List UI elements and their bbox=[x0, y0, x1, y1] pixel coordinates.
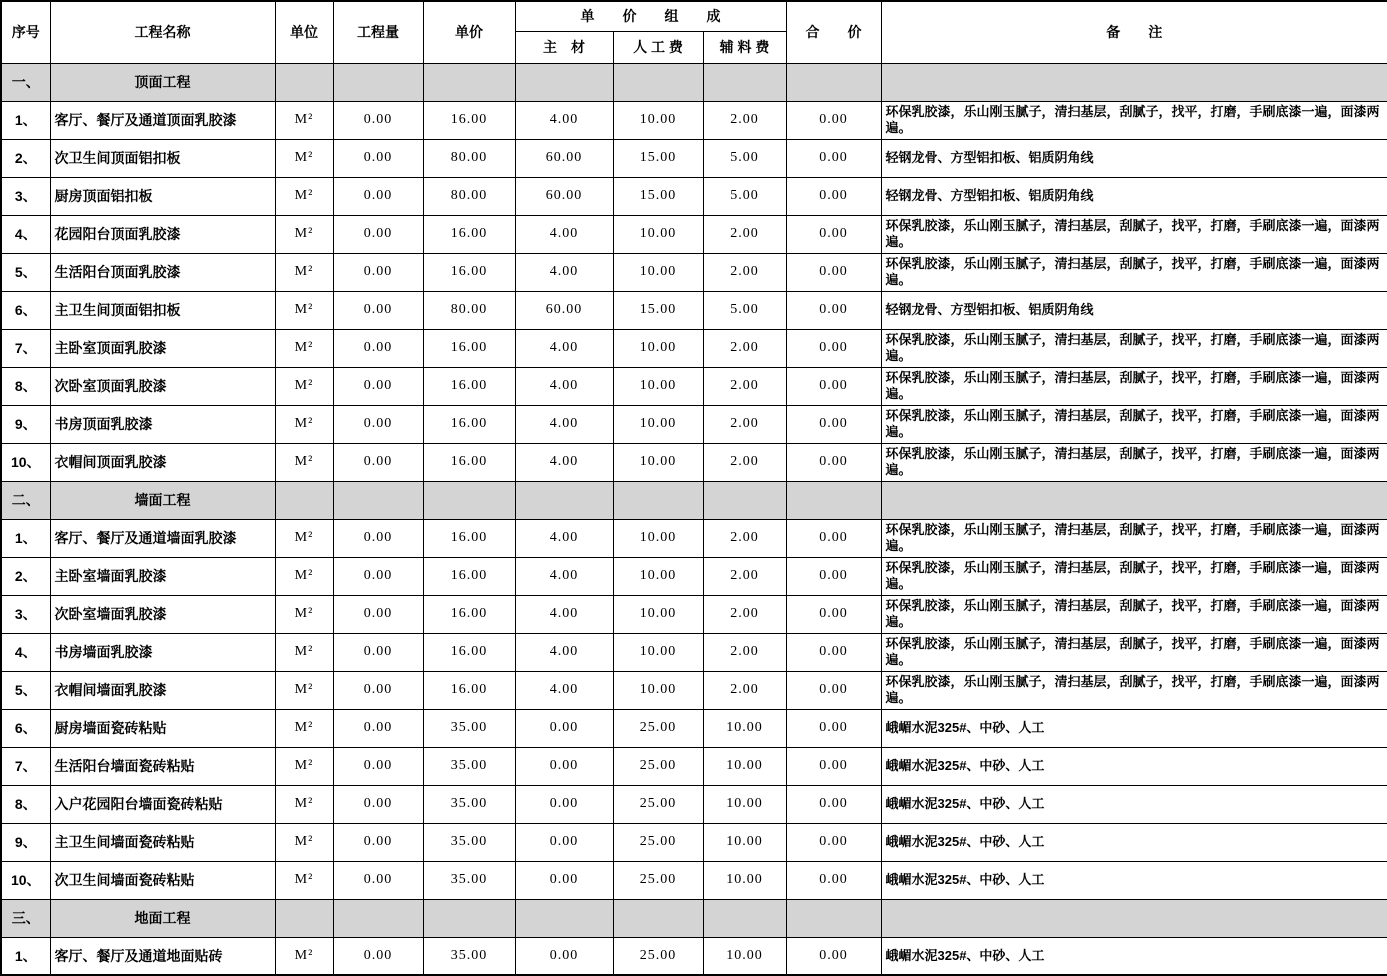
row-quantity-cell: 0.00 bbox=[333, 519, 423, 557]
row-remark-cell: 峨嵋水泥325#、中砂、人工 bbox=[881, 861, 1387, 899]
row-unit-cell: M² bbox=[275, 215, 333, 253]
row-unit-cell: M² bbox=[275, 519, 333, 557]
row-project-name-cell: 客厅、餐厅及通道墙面乳胶漆 bbox=[50, 519, 275, 557]
section-empty-cell bbox=[881, 481, 1387, 519]
row-main-material-cell: 60.00 bbox=[515, 139, 613, 177]
row-project-name-cell: 书房顶面乳胶漆 bbox=[50, 405, 275, 443]
header-price-composition: 单 价 组 成 bbox=[515, 1, 786, 31]
row-unit-cell: M² bbox=[275, 405, 333, 443]
row-main-material-cell: 0.00 bbox=[515, 785, 613, 823]
row-quantity-cell: 0.00 bbox=[333, 823, 423, 861]
row-project-name-cell: 客厅、餐厅及通道地面贴砖 bbox=[50, 937, 275, 975]
row-unit-price-cell: 35.00 bbox=[423, 785, 515, 823]
header-auxiliary-cost: 辅 料 费 bbox=[703, 31, 786, 63]
row-remark-cell: 环保乳胶漆，乐山刚玉腻子，清扫基层，刮腻子，找平，打磨，手刷底漆一遍，面漆两遍。 bbox=[881, 633, 1387, 671]
row-unit-price-cell: 16.00 bbox=[423, 367, 515, 405]
row-auxiliary-cost-cell: 2.00 bbox=[703, 671, 786, 709]
row-unit-price-cell: 80.00 bbox=[423, 291, 515, 329]
row-total-price-cell: 0.00 bbox=[786, 747, 881, 785]
table-row bbox=[1, 633, 1387, 671]
row-quantity-cell: 0.00 bbox=[333, 937, 423, 975]
row-main-material-cell: 4.00 bbox=[515, 595, 613, 633]
row-labor-cost-cell: 10.00 bbox=[613, 329, 703, 367]
row-index-cell: 7、 bbox=[1, 747, 50, 785]
row-remark-cell: 轻钢龙骨、方型铝扣板、铝质阴角线 bbox=[881, 291, 1387, 329]
table-header bbox=[1, 1, 1387, 63]
row-unit-price-cell: 35.00 bbox=[423, 861, 515, 899]
section-empty-cell bbox=[881, 899, 1387, 937]
row-remark-cell: 环保乳胶漆，乐山刚玉腻子，清扫基层，刮腻子，找平，打磨，手刷底漆一遍，面漆两遍。 bbox=[881, 215, 1387, 253]
row-quantity-cell: 0.00 bbox=[333, 367, 423, 405]
row-unit-cell: M² bbox=[275, 709, 333, 747]
row-project-name-cell: 主卫生间顶面铝扣板 bbox=[50, 291, 275, 329]
row-index-cell: 3、 bbox=[1, 595, 50, 633]
row-remark-cell: 环保乳胶漆，乐山刚玉腻子，清扫基层，刮腻子，找平，打磨，手刷底漆一遍，面漆两遍。 bbox=[881, 595, 1387, 633]
row-labor-cost-cell: 10.00 bbox=[613, 595, 703, 633]
row-quantity-cell: 0.00 bbox=[333, 177, 423, 215]
row-unit-price-cell: 16.00 bbox=[423, 253, 515, 291]
row-remark-cell: 环保乳胶漆，乐山刚玉腻子，清扫基层，刮腻子，找平，打磨，手刷底漆一遍，面漆两遍。 bbox=[881, 519, 1387, 557]
section-empty-cell bbox=[703, 899, 786, 937]
row-unit-price-cell: 16.00 bbox=[423, 215, 515, 253]
row-auxiliary-cost-cell: 2.00 bbox=[703, 101, 786, 139]
row-remark-cell: 环保乳胶漆，乐山刚玉腻子，清扫基层，刮腻子，找平，打磨，手刷底漆一遍，面漆两遍。 bbox=[881, 405, 1387, 443]
row-index-cell: 10、 bbox=[1, 443, 50, 481]
table-row bbox=[1, 101, 1387, 139]
row-total-price-cell: 0.00 bbox=[786, 519, 881, 557]
row-remark-cell: 峨嵋水泥325#、中砂、人工 bbox=[881, 785, 1387, 823]
header-labor-cost: 人 工 费 bbox=[613, 31, 703, 63]
row-labor-cost-cell: 10.00 bbox=[613, 367, 703, 405]
row-unit-price-cell: 16.00 bbox=[423, 329, 515, 367]
row-quantity-cell: 0.00 bbox=[333, 595, 423, 633]
row-total-price-cell: 0.00 bbox=[786, 139, 881, 177]
row-total-price-cell: 0.00 bbox=[786, 101, 881, 139]
section-empty-cell bbox=[703, 481, 786, 519]
row-auxiliary-cost-cell: 10.00 bbox=[703, 823, 786, 861]
row-labor-cost-cell: 10.00 bbox=[613, 557, 703, 595]
row-labor-cost-cell: 25.00 bbox=[613, 747, 703, 785]
row-quantity-cell: 0.00 bbox=[333, 785, 423, 823]
row-unit-price-cell: 16.00 bbox=[423, 671, 515, 709]
row-main-material-cell: 0.00 bbox=[515, 747, 613, 785]
header-unit: 单位 bbox=[275, 1, 333, 63]
row-project-name-cell: 入户花园阳台墙面瓷砖粘贴 bbox=[50, 785, 275, 823]
row-quantity-cell: 0.00 bbox=[333, 291, 423, 329]
header-main-material: 主 材 bbox=[515, 31, 613, 63]
table-row bbox=[1, 823, 1387, 861]
table-row bbox=[1, 785, 1387, 823]
row-remark-cell: 环保乳胶漆，乐山刚玉腻子，清扫基层，刮腻子，找平，打磨，手刷底漆一遍，面漆两遍。 bbox=[881, 101, 1387, 139]
row-unit-cell: M² bbox=[275, 633, 333, 671]
row-remark-cell: 轻钢龙骨、方型铝扣板、铝质阴角线 bbox=[881, 177, 1387, 215]
row-main-material-cell: 4.00 bbox=[515, 519, 613, 557]
row-unit-price-cell: 16.00 bbox=[423, 557, 515, 595]
row-total-price-cell: 0.00 bbox=[786, 785, 881, 823]
row-total-price-cell: 0.00 bbox=[786, 633, 881, 671]
header-unit-price: 单价 bbox=[423, 1, 515, 63]
row-unit-cell: M² bbox=[275, 823, 333, 861]
row-main-material-cell: 0.00 bbox=[515, 823, 613, 861]
row-main-material-cell: 4.00 bbox=[515, 215, 613, 253]
row-main-material-cell: 0.00 bbox=[515, 937, 613, 975]
row-quantity-cell: 0.00 bbox=[333, 443, 423, 481]
row-unit-price-cell: 35.00 bbox=[423, 823, 515, 861]
table-row bbox=[1, 329, 1387, 367]
row-unit-price-cell: 35.00 bbox=[423, 747, 515, 785]
row-unit-price-cell: 80.00 bbox=[423, 139, 515, 177]
row-auxiliary-cost-cell: 2.00 bbox=[703, 519, 786, 557]
row-quantity-cell: 0.00 bbox=[333, 215, 423, 253]
row-labor-cost-cell: 25.00 bbox=[613, 861, 703, 899]
table-row bbox=[1, 747, 1387, 785]
section-title-cell: 地面工程 bbox=[50, 899, 275, 937]
row-auxiliary-cost-cell: 10.00 bbox=[703, 937, 786, 975]
row-total-price-cell: 0.00 bbox=[786, 595, 881, 633]
row-project-name-cell: 衣帽间顶面乳胶漆 bbox=[50, 443, 275, 481]
table-row bbox=[1, 595, 1387, 633]
row-unit-price-cell: 16.00 bbox=[423, 633, 515, 671]
row-remark-cell: 环保乳胶漆，乐山刚玉腻子，清扫基层，刮腻子，找平，打磨，手刷底漆一遍，面漆两遍。 bbox=[881, 557, 1387, 595]
row-index-cell: 2、 bbox=[1, 557, 50, 595]
row-labor-cost-cell: 10.00 bbox=[613, 101, 703, 139]
row-labor-cost-cell: 10.00 bbox=[613, 671, 703, 709]
row-labor-cost-cell: 10.00 bbox=[613, 253, 703, 291]
row-unit-cell: M² bbox=[275, 785, 333, 823]
table-row bbox=[1, 177, 1387, 215]
row-main-material-cell: 4.00 bbox=[515, 671, 613, 709]
row-unit-cell: M² bbox=[275, 443, 333, 481]
row-unit-cell: M² bbox=[275, 747, 333, 785]
row-project-name-cell: 生活阳台顶面乳胶漆 bbox=[50, 253, 275, 291]
row-auxiliary-cost-cell: 10.00 bbox=[703, 747, 786, 785]
row-index-cell: 8、 bbox=[1, 785, 50, 823]
row-main-material-cell: 4.00 bbox=[515, 443, 613, 481]
row-total-price-cell: 0.00 bbox=[786, 177, 881, 215]
section-empty-cell bbox=[515, 481, 613, 519]
row-remark-cell: 环保乳胶漆，乐山刚玉腻子，清扫基层，刮腻子，找平，打磨，手刷底漆一遍，面漆两遍。 bbox=[881, 253, 1387, 291]
row-project-name-cell: 主卧室墙面乳胶漆 bbox=[50, 557, 275, 595]
row-total-price-cell: 0.00 bbox=[786, 709, 881, 747]
row-remark-cell: 环保乳胶漆，乐山刚玉腻子，清扫基层，刮腻子，找平，打磨，手刷底漆一遍，面漆两遍。 bbox=[881, 671, 1387, 709]
row-project-name-cell: 花园阳台顶面乳胶漆 bbox=[50, 215, 275, 253]
row-index-cell: 4、 bbox=[1, 633, 50, 671]
row-auxiliary-cost-cell: 2.00 bbox=[703, 253, 786, 291]
row-index-cell: 9、 bbox=[1, 823, 50, 861]
row-quantity-cell: 0.00 bbox=[333, 557, 423, 595]
row-total-price-cell: 0.00 bbox=[786, 253, 881, 291]
row-labor-cost-cell: 25.00 bbox=[613, 937, 703, 975]
section-empty-cell bbox=[613, 899, 703, 937]
row-auxiliary-cost-cell: 2.00 bbox=[703, 215, 786, 253]
header-project-name: 工程名称 bbox=[50, 1, 275, 63]
row-index-cell: 5、 bbox=[1, 253, 50, 291]
row-unit-cell: M² bbox=[275, 139, 333, 177]
header-remark: 备 注 bbox=[881, 1, 1387, 63]
row-total-price-cell: 0.00 bbox=[786, 671, 881, 709]
row-index-cell: 1、 bbox=[1, 101, 50, 139]
row-project-name-cell: 次卫生间墙面瓷砖粘贴 bbox=[50, 861, 275, 899]
row-total-price-cell: 0.00 bbox=[786, 443, 881, 481]
row-total-price-cell: 0.00 bbox=[786, 557, 881, 595]
section-empty-cell bbox=[786, 481, 881, 519]
row-project-name-cell: 厨房顶面铝扣板 bbox=[50, 177, 275, 215]
row-unit-price-cell: 16.00 bbox=[423, 443, 515, 481]
row-unit-price-cell: 80.00 bbox=[423, 177, 515, 215]
row-quantity-cell: 0.00 bbox=[333, 101, 423, 139]
table-row bbox=[1, 139, 1387, 177]
row-unit-price-cell: 16.00 bbox=[423, 101, 515, 139]
row-index-cell: 4、 bbox=[1, 215, 50, 253]
row-unit-price-cell: 16.00 bbox=[423, 405, 515, 443]
section-empty-cell bbox=[703, 63, 786, 101]
row-main-material-cell: 4.00 bbox=[515, 253, 613, 291]
row-quantity-cell: 0.00 bbox=[333, 861, 423, 899]
row-total-price-cell: 0.00 bbox=[786, 861, 881, 899]
row-total-price-cell: 0.00 bbox=[786, 291, 881, 329]
row-unit-cell: M² bbox=[275, 937, 333, 975]
row-auxiliary-cost-cell: 5.00 bbox=[703, 177, 786, 215]
row-quantity-cell: 0.00 bbox=[333, 671, 423, 709]
row-unit-cell: M² bbox=[275, 177, 333, 215]
row-project-name-cell: 主卫生间墙面瓷砖粘贴 bbox=[50, 823, 275, 861]
row-total-price-cell: 0.00 bbox=[786, 329, 881, 367]
table-row bbox=[1, 937, 1387, 975]
row-unit-price-cell: 35.00 bbox=[423, 937, 515, 975]
row-main-material-cell: 60.00 bbox=[515, 291, 613, 329]
row-main-material-cell: 4.00 bbox=[515, 557, 613, 595]
section-empty-cell bbox=[613, 63, 703, 101]
row-quantity-cell: 0.00 bbox=[333, 253, 423, 291]
section-empty-cell bbox=[786, 63, 881, 101]
section-index-cell: 三、 bbox=[1, 899, 50, 937]
section-empty-cell bbox=[423, 899, 515, 937]
row-labor-cost-cell: 10.00 bbox=[613, 633, 703, 671]
row-labor-cost-cell: 15.00 bbox=[613, 291, 703, 329]
row-main-material-cell: 0.00 bbox=[515, 861, 613, 899]
table-row bbox=[1, 215, 1387, 253]
row-total-price-cell: 0.00 bbox=[786, 823, 881, 861]
row-quantity-cell: 0.00 bbox=[333, 405, 423, 443]
row-quantity-cell: 0.00 bbox=[333, 747, 423, 785]
row-unit-cell: M² bbox=[275, 595, 333, 633]
row-project-name-cell: 生活阳台墙面瓷砖粘贴 bbox=[50, 747, 275, 785]
row-labor-cost-cell: 10.00 bbox=[613, 405, 703, 443]
table-row bbox=[1, 519, 1387, 557]
row-auxiliary-cost-cell: 10.00 bbox=[703, 709, 786, 747]
section-empty-cell bbox=[613, 481, 703, 519]
row-index-cell: 1、 bbox=[1, 937, 50, 975]
row-main-material-cell: 60.00 bbox=[515, 177, 613, 215]
section-empty-cell bbox=[515, 63, 613, 101]
header-index: 序号 bbox=[1, 1, 50, 63]
row-main-material-cell: 4.00 bbox=[515, 367, 613, 405]
row-index-cell: 7、 bbox=[1, 329, 50, 367]
row-main-material-cell: 4.00 bbox=[515, 405, 613, 443]
row-remark-cell: 峨嵋水泥325#、中砂、人工 bbox=[881, 823, 1387, 861]
row-unit-price-cell: 16.00 bbox=[423, 595, 515, 633]
row-remark-cell: 峨嵋水泥325#、中砂、人工 bbox=[881, 747, 1387, 785]
row-unit-cell: M² bbox=[275, 861, 333, 899]
row-remark-cell: 环保乳胶漆，乐山刚玉腻子，清扫基层，刮腻子，找平，打磨，手刷底漆一遍，面漆两遍。 bbox=[881, 329, 1387, 367]
row-project-name-cell: 次卫生间顶面铝扣板 bbox=[50, 139, 275, 177]
section-title-cell: 顶面工程 bbox=[50, 63, 275, 101]
row-project-name-cell: 书房墙面乳胶漆 bbox=[50, 633, 275, 671]
row-labor-cost-cell: 25.00 bbox=[613, 823, 703, 861]
row-project-name-cell: 厨房墙面瓷砖粘贴 bbox=[50, 709, 275, 747]
section-header-row bbox=[1, 899, 1387, 937]
section-empty-cell bbox=[275, 899, 333, 937]
row-unit-cell: M² bbox=[275, 557, 333, 595]
row-index-cell: 5、 bbox=[1, 671, 50, 709]
row-unit-price-cell: 16.00 bbox=[423, 519, 515, 557]
row-labor-cost-cell: 10.00 bbox=[613, 215, 703, 253]
row-auxiliary-cost-cell: 2.00 bbox=[703, 329, 786, 367]
section-empty-cell bbox=[333, 63, 423, 101]
row-auxiliary-cost-cell: 2.00 bbox=[703, 443, 786, 481]
row-index-cell: 9、 bbox=[1, 405, 50, 443]
section-empty-cell bbox=[423, 63, 515, 101]
table-row bbox=[1, 671, 1387, 709]
row-labor-cost-cell: 25.00 bbox=[613, 785, 703, 823]
row-main-material-cell: 4.00 bbox=[515, 329, 613, 367]
row-project-name-cell: 主卧室顶面乳胶漆 bbox=[50, 329, 275, 367]
row-project-name-cell: 客厅、餐厅及通道顶面乳胶漆 bbox=[50, 101, 275, 139]
row-remark-cell: 轻钢龙骨、方型铝扣板、铝质阴角线 bbox=[881, 139, 1387, 177]
row-unit-cell: M² bbox=[275, 367, 333, 405]
row-project-name-cell: 次卧室顶面乳胶漆 bbox=[50, 367, 275, 405]
section-empty-cell bbox=[515, 899, 613, 937]
section-empty-cell bbox=[333, 481, 423, 519]
section-title-cell: 墙面工程 bbox=[50, 481, 275, 519]
section-index-cell: 二、 bbox=[1, 481, 50, 519]
row-unit-cell: M² bbox=[275, 671, 333, 709]
row-auxiliary-cost-cell: 5.00 bbox=[703, 139, 786, 177]
row-main-material-cell: 4.00 bbox=[515, 101, 613, 139]
row-unit-price-cell: 35.00 bbox=[423, 709, 515, 747]
row-quantity-cell: 0.00 bbox=[333, 709, 423, 747]
row-unit-cell: M² bbox=[275, 291, 333, 329]
row-auxiliary-cost-cell: 10.00 bbox=[703, 861, 786, 899]
table-body bbox=[1, 63, 1387, 975]
row-unit-cell: M² bbox=[275, 101, 333, 139]
row-total-price-cell: 0.00 bbox=[786, 937, 881, 975]
section-empty-cell bbox=[275, 481, 333, 519]
row-project-name-cell: 次卧室墙面乳胶漆 bbox=[50, 595, 275, 633]
row-project-name-cell: 衣帽间墙面乳胶漆 bbox=[50, 671, 275, 709]
row-auxiliary-cost-cell: 2.00 bbox=[703, 405, 786, 443]
section-empty-cell bbox=[786, 899, 881, 937]
row-main-material-cell: 0.00 bbox=[515, 709, 613, 747]
row-auxiliary-cost-cell: 2.00 bbox=[703, 557, 786, 595]
table-row bbox=[1, 405, 1387, 443]
row-index-cell: 1、 bbox=[1, 519, 50, 557]
row-labor-cost-cell: 10.00 bbox=[613, 519, 703, 557]
section-empty-cell bbox=[881, 63, 1387, 101]
row-index-cell: 2、 bbox=[1, 139, 50, 177]
table-row bbox=[1, 367, 1387, 405]
row-index-cell: 6、 bbox=[1, 709, 50, 747]
section-empty-cell bbox=[275, 63, 333, 101]
row-auxiliary-cost-cell: 2.00 bbox=[703, 367, 786, 405]
row-auxiliary-cost-cell: 5.00 bbox=[703, 291, 786, 329]
row-auxiliary-cost-cell: 2.00 bbox=[703, 595, 786, 633]
row-remark-cell: 峨嵋水泥325#、中砂、人工 bbox=[881, 937, 1387, 975]
row-quantity-cell: 0.00 bbox=[333, 329, 423, 367]
row-total-price-cell: 0.00 bbox=[786, 405, 881, 443]
row-quantity-cell: 0.00 bbox=[333, 633, 423, 671]
row-labor-cost-cell: 15.00 bbox=[613, 139, 703, 177]
section-empty-cell bbox=[333, 899, 423, 937]
row-remark-cell: 峨嵋水泥325#、中砂、人工 bbox=[881, 709, 1387, 747]
section-empty-cell bbox=[423, 481, 515, 519]
row-index-cell: 10、 bbox=[1, 861, 50, 899]
header-quantity: 工程量 bbox=[333, 1, 423, 63]
row-remark-cell: 环保乳胶漆，乐山刚玉腻子，清扫基层，刮腻子，找平，打磨，手刷底漆一遍，面漆两遍。 bbox=[881, 443, 1387, 481]
row-total-price-cell: 0.00 bbox=[786, 215, 881, 253]
section-header-row bbox=[1, 63, 1387, 101]
table-row bbox=[1, 709, 1387, 747]
row-unit-cell: M² bbox=[275, 329, 333, 367]
table-row bbox=[1, 443, 1387, 481]
row-labor-cost-cell: 25.00 bbox=[613, 709, 703, 747]
table-row bbox=[1, 557, 1387, 595]
row-remark-cell: 环保乳胶漆，乐山刚玉腻子，清扫基层，刮腻子，找平，打磨，手刷底漆一遍，面漆两遍。 bbox=[881, 367, 1387, 405]
row-index-cell: 8、 bbox=[1, 367, 50, 405]
row-main-material-cell: 4.00 bbox=[515, 633, 613, 671]
row-total-price-cell: 0.00 bbox=[786, 367, 881, 405]
table-row bbox=[1, 253, 1387, 291]
section-header-row bbox=[1, 481, 1387, 519]
table-row bbox=[1, 861, 1387, 899]
section-index-cell: 一、 bbox=[1, 63, 50, 101]
row-index-cell: 3、 bbox=[1, 177, 50, 215]
row-labor-cost-cell: 10.00 bbox=[613, 443, 703, 481]
row-labor-cost-cell: 15.00 bbox=[613, 177, 703, 215]
row-unit-cell: M² bbox=[275, 253, 333, 291]
row-auxiliary-cost-cell: 10.00 bbox=[703, 785, 786, 823]
row-quantity-cell: 0.00 bbox=[333, 139, 423, 177]
table-row bbox=[1, 291, 1387, 329]
row-index-cell: 6、 bbox=[1, 291, 50, 329]
row-auxiliary-cost-cell: 2.00 bbox=[703, 633, 786, 671]
header-total-price: 合 价 bbox=[786, 1, 881, 63]
